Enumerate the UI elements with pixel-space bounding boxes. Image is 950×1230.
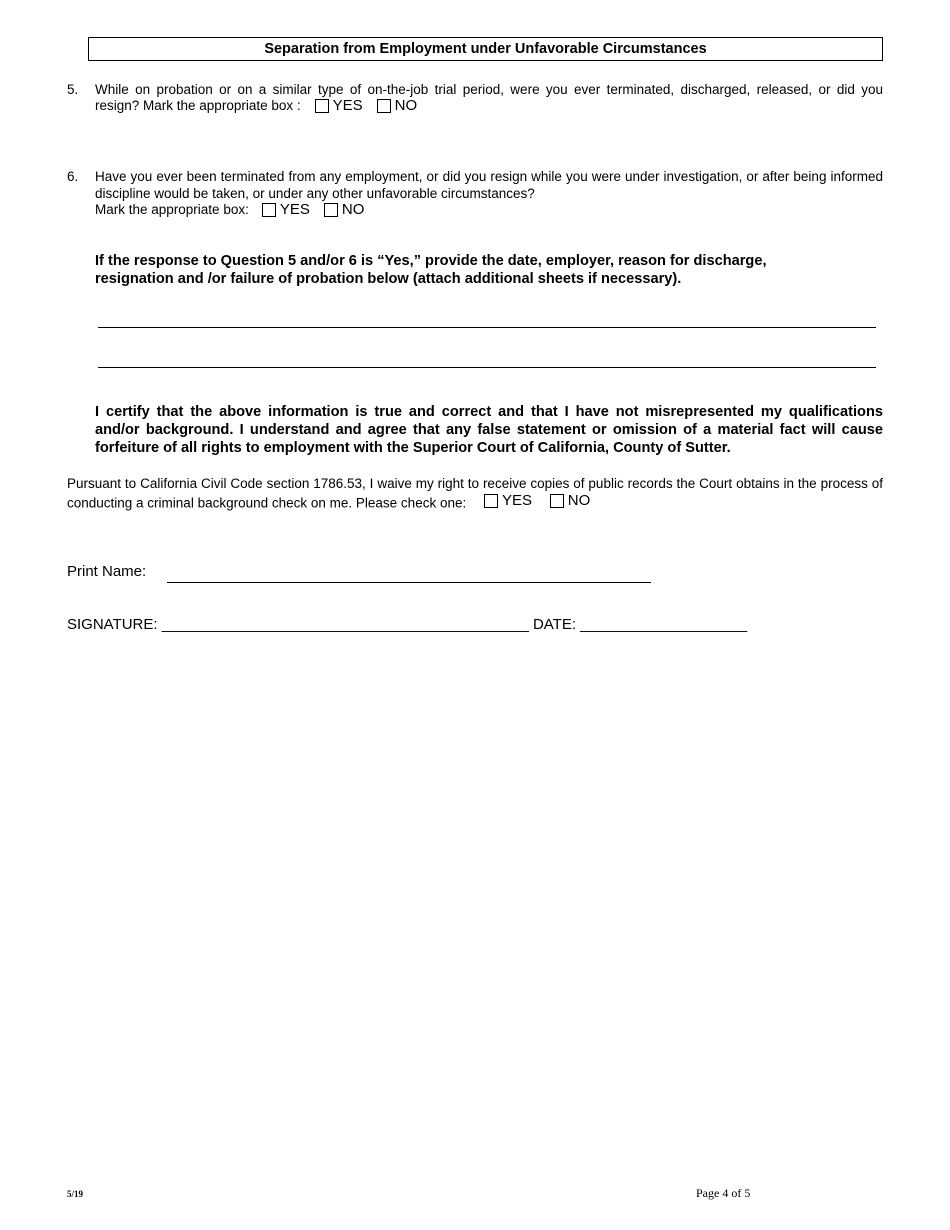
question-5-no-label: NO (394, 97, 418, 114)
question-6-text: Have you ever been terminated from any employment, or did you resign while you were under investigation, or after being informed discipline would be taken, or under any other unfavorable circumstances? (95, 169, 883, 201)
page-number: Page 4 of 5 (696, 1186, 751, 1200)
waiver-paragraph (67, 475, 883, 512)
waiver-yes-option[interactable] (484, 492, 532, 509)
certification-statement: I certify that the above information is true and correct and that I have not misrepresented my qualifications and/or background. I understand and agree that any false statement or omission of a material fact will cause forfeiture of all rights to employment with the Superior Court of California, County of Sutter. (95, 404, 883, 456)
question-6-no-option[interactable] (324, 201, 365, 218)
question-6-no-label: NO (341, 201, 365, 218)
question-5-yes-label: YES (332, 97, 363, 114)
waiver-yes-checkbox[interactable] (484, 494, 498, 508)
waiver-text: Pursuant to California Civil Code section 1786.53, I waive my right to receive copies of public records the Court obtains in the process of conducting a criminal background check on me. Please check one: (67, 476, 883, 511)
waiver-no-option[interactable] (550, 492, 591, 509)
section-title: Separation from Employment under Unfavorable Circumstances (88, 37, 883, 61)
question-6-mark-label: Mark the appropriate box: (95, 202, 249, 217)
print-name-label: Print Name: (67, 563, 147, 580)
question-5-text: While on probation or on a similar type of on-the-job trial period, were you ever terminated, discharged, released, or did you (95, 82, 883, 97)
question-5-yes-checkbox[interactable] (315, 99, 329, 113)
question-6-no-checkbox[interactable] (324, 203, 338, 217)
waiver-no-label: NO (567, 492, 591, 509)
signature-date-line[interactable]: SIGNATURE: ____________________________________________ DATE: ____________________ (67, 616, 748, 633)
question-5-mark-label: resign? Mark the appropriate box : (95, 98, 301, 113)
question-5-no-option[interactable] (377, 97, 418, 114)
question-5-no-checkbox[interactable] (377, 99, 391, 113)
question-6-number: 6. (67, 169, 79, 184)
question-5-yes-option[interactable] (315, 97, 363, 114)
question-6-answer-row (95, 201, 364, 218)
print-name-line[interactable] (167, 582, 651, 583)
waiver-no-checkbox[interactable] (550, 494, 564, 508)
explanation-line-1[interactable] (98, 327, 876, 328)
question-5-answer-row (95, 97, 417, 114)
revision-date: 5/19 (67, 1189, 84, 1199)
explanation-line-2[interactable] (98, 367, 876, 368)
question-5-number: 5. (67, 82, 79, 97)
question-6-yes-checkbox[interactable] (262, 203, 276, 217)
waiver-yes-label: YES (502, 492, 533, 509)
question-6-yes-label: YES (279, 201, 310, 218)
explanation-instruction: If the response to Question 5 and/or 6 is “Yes,” provide the date, employer, reason for discharge, resignation and /or failure of probation below (attach additional sheets if necessary). (95, 253, 767, 287)
question-6-yes-option[interactable] (262, 201, 310, 218)
